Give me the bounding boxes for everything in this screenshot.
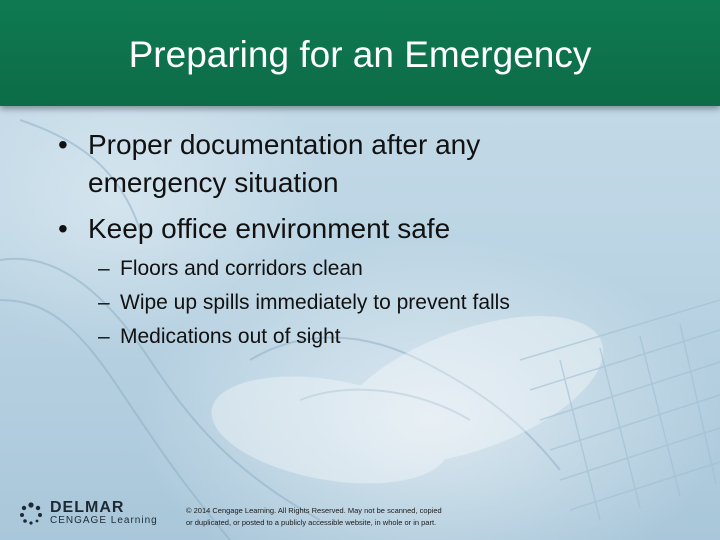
bullet-text-line: Keep office environment safe <box>88 213 451 244</box>
slide-title: Preparing for an Emergency <box>128 34 592 75</box>
bullet-text-line: Proper documentation after any <box>88 129 481 160</box>
bullet-marker: • <box>58 213 68 244</box>
sub-bullet-item <box>98 286 510 320</box>
sub-bullet-text: Medications out of sight <box>120 325 341 348</box>
sub-bullet-text: Floors and corridors clean <box>120 257 363 280</box>
publisher-logo <box>18 497 158 537</box>
sub-bullet-item <box>98 320 341 354</box>
dash-marker: – <box>98 257 110 280</box>
dash-marker: – <box>98 325 110 348</box>
copyright-line: © 2014 Cengage Learning. All Rights Reserved. May not be scanned, copied <box>186 506 442 515</box>
logo-wordmark-bottom: CENGAGE Learning <box>50 515 158 526</box>
logo-wordmark-top: DELMAR <box>50 499 125 516</box>
bullet-marker: • <box>58 129 68 160</box>
bullet-item <box>58 210 451 248</box>
copyright-notice <box>186 505 516 529</box>
bullet-text-line: emergency situation <box>88 167 339 198</box>
cengage-logo-icon <box>18 501 44 527</box>
sub-bullet-item <box>98 252 363 286</box>
copyright-line: or duplicated, or posted to a publicly accessible website, in whole or in part. <box>186 518 437 527</box>
sub-bullet-text: Wipe up spills immediately to prevent falls <box>120 291 510 314</box>
bullet-item <box>58 126 481 202</box>
dash-marker: – <box>98 291 110 314</box>
